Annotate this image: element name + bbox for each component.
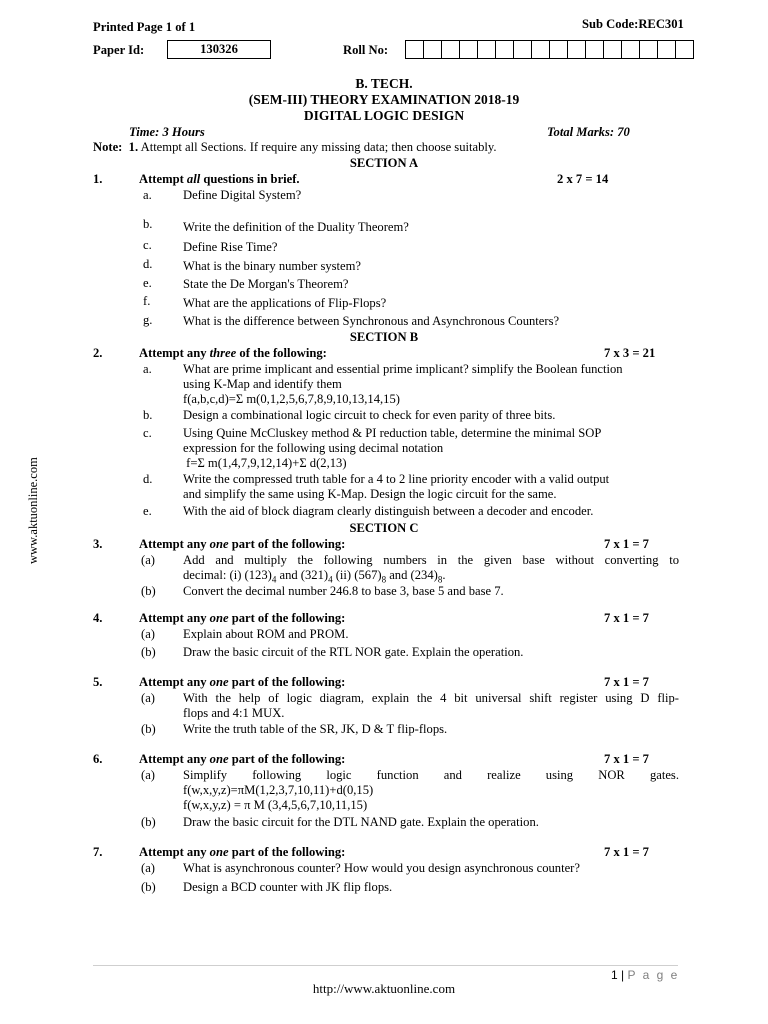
q3-item-text: Add and multiply the following numbers in the given base without converting to decimal: (i) $(123)_4$ and $(321)_4$ (ii) $(567)_8$ and $(234)_8$. [183, 553, 679, 585]
paper-id-label: Paper Id: [93, 43, 145, 57]
page-number: 1 | P a g e [611, 968, 680, 982]
q2-marks: 7 x 3 = 21 [604, 346, 656, 360]
sub-code: Sub Code:REC301 [582, 17, 684, 31]
q2-item-label: d. [143, 472, 153, 486]
paper-id-box [167, 40, 271, 59]
roll-cell[interactable] [441, 40, 460, 59]
q5-number: 5. [93, 675, 103, 689]
section-a-heading: SECTION A [349, 156, 419, 170]
q2-heading: Attempt any three of the following: [139, 346, 327, 360]
roll-cell[interactable] [459, 40, 478, 59]
q1-number: 1. [93, 172, 103, 186]
roll-cell[interactable] [423, 40, 442, 59]
q1-item-text: State the De Morgan's Theorem? [183, 277, 349, 291]
roll-cell[interactable] [549, 40, 568, 59]
roll-cell[interactable] [675, 40, 694, 59]
note-label: Note: [93, 140, 123, 154]
q1-item-label: f. [143, 294, 151, 308]
roll-cell[interactable] [513, 40, 532, 59]
q1-item-text: Write the definition of the Duality Theorem? [183, 220, 409, 234]
roll-cell[interactable] [585, 40, 604, 59]
roll-cell[interactable] [405, 40, 424, 59]
q3-item-text: Convert the decimal number 246.8 to base 3, base 5 and base 7. [183, 584, 504, 598]
note-text: Attempt all Sections. If require any missing data; then choose suitably. [140, 140, 497, 154]
q3-marks: 7 x 1 = 7 [604, 537, 649, 551]
total-marks: Total Marks: 70 [547, 125, 630, 139]
time-label: Time: 3 Hours [129, 125, 205, 139]
roll-cell[interactable] [603, 40, 622, 59]
roll-no-label: Roll No: [343, 43, 389, 57]
q4-item-text: Draw the basic circuit of the RTL NOR gate. Explain the operation. [183, 645, 524, 659]
q7-item-label: (a) [141, 861, 155, 875]
q5-item-text: With the help of logic diagram, explain the 4 bit universal shift register using D flip- flops and 4:1 MUX. [183, 691, 679, 720]
q2-item-text: What are prime implicant and essential prime implicant? simplify the Boolean function using K-Map and identify them f(a,b,c,d)=Σ m(0,1,2,5,6,7,8,9,10,13,14,15) [183, 362, 623, 406]
q5-item-text: Write the truth table of the SR, JK, D & T flip-flops. [183, 722, 448, 736]
exam-title: (SEM-III) THEORY EXAMINATION 2018-19 [248, 92, 520, 107]
q7-number: 7. [93, 845, 103, 859]
q1-item-text: What is the difference between Synchronous and Asynchronous Counters? [183, 314, 560, 328]
q1-item-text: What is the binary number system? [183, 259, 362, 273]
q7-item-text: What is asynchronous counter? How would you design asynchronous counter? [183, 861, 580, 875]
q4-item-label: (b) [141, 645, 156, 659]
roll-cell[interactable] [657, 40, 676, 59]
q3-number: 3. [93, 537, 103, 551]
q3-item-label: (a) [141, 553, 155, 567]
q7-marks: 7 x 1 = 7 [604, 845, 649, 859]
q7-item-text: Design a BCD counter with JK flip flops. [183, 880, 393, 894]
q1-item-label: b. [143, 217, 153, 231]
note [93, 140, 497, 155]
q6-item-label: (a) [141, 768, 155, 782]
q2-number: 2. [93, 346, 103, 360]
q6-item-label: (b) [141, 815, 156, 829]
q5-item-label: (b) [141, 722, 156, 736]
q1-marks: 2 x 7 = 14 [557, 172, 609, 186]
q5-heading: Attempt any one part of the following: [139, 675, 346, 689]
paper-id-value: 130326 [200, 42, 238, 56]
section-c-heading: SECTION C [349, 521, 419, 535]
roll-cell[interactable] [531, 40, 550, 59]
q6-marks: 7 x 1 = 7 [604, 752, 649, 766]
roll-cell[interactable] [477, 40, 496, 59]
printed-page-label: Printed Page 1 of 1 [93, 20, 196, 34]
q2-item-label: b. [143, 408, 153, 422]
q1-item-label: e. [143, 276, 152, 290]
q4-item-label: (a) [141, 627, 155, 641]
q7-heading: Attempt any one part of the following: [139, 845, 346, 859]
degree-title: B. TECH. [355, 76, 413, 91]
q1-item-label: a. [143, 188, 152, 202]
footer-url[interactable]: http://www.aktuonline.com [312, 981, 456, 996]
note-num: 1. [128, 140, 139, 154]
roll-cell[interactable] [639, 40, 658, 59]
q1-item-label: g. [143, 313, 153, 327]
q4-heading: Attempt any one part of the following: [139, 611, 346, 625]
q5-item-label: (a) [141, 691, 155, 705]
roll-cell[interactable] [621, 40, 640, 59]
q1-item-label: d. [143, 257, 153, 271]
q2-item-text: With the aid of block diagram clearly distinguish between a decoder and encoder. [183, 504, 594, 518]
q6-number: 6. [93, 752, 103, 766]
q1-item-text: Define Rise Time? [183, 240, 278, 254]
q2-item-label: a. [143, 362, 152, 376]
q1-item-label: c. [143, 238, 152, 252]
q6-item-text: Simplify following logic function and realize using NOR gates. f(w,x,y,z)=πM(1,2,3,7,10,11)+d(0,15) f(w,x,y,z) = π M (3,4,5,6,7,10,11,15) [183, 768, 679, 812]
section-b-heading: SECTION B [349, 330, 419, 344]
q2-item-text: Using Quine McCluskey method & PI reduction table, determine the minimal SOP expression for the following using decimal notation f=Σ m(1,4,7,9,12,14)+Σ d(2,13) [183, 426, 602, 470]
footer-divider [93, 965, 678, 966]
q2-item-text: Write the compressed truth table for a 4 to 2 line priority encoder with a valid output and simplify the same using K-Map. Design the logic circuit for the same. [183, 472, 610, 501]
q2-item-text: Design a combinational logic circuit to check for even parity of three bits. [183, 408, 556, 422]
side-website-text: www.aktuonline.com [26, 457, 40, 564]
roll-cell[interactable] [495, 40, 514, 59]
roll-cell[interactable] [567, 40, 586, 59]
q6-item-text: Draw the basic circuit for the DTL NAND gate. Explain the operation. [183, 815, 539, 829]
q5-marks: 7 x 1 = 7 [604, 675, 649, 689]
q2-item-label: c. [143, 426, 152, 440]
q4-item-text: Explain about ROM and PROM. [183, 627, 349, 641]
q1-item-text: What are the applications of Flip-Flops? [183, 296, 387, 310]
subject-title: DIGITAL LOGIC DESIGN [303, 108, 465, 123]
q6-heading: Attempt any one part of the following: [139, 752, 346, 766]
q3-heading: Attempt any one part of the following: [139, 537, 346, 551]
q4-number: 4. [93, 611, 103, 625]
q2-item-label: e. [143, 504, 152, 518]
q1-item-text: Define Digital System? [183, 188, 302, 202]
q1-heading: Attempt all questions in brief. [139, 172, 300, 186]
q7-item-label: (b) [141, 880, 156, 894]
q3-item-label: (b) [141, 584, 156, 598]
q4-marks: 7 x 1 = 7 [604, 611, 649, 625]
